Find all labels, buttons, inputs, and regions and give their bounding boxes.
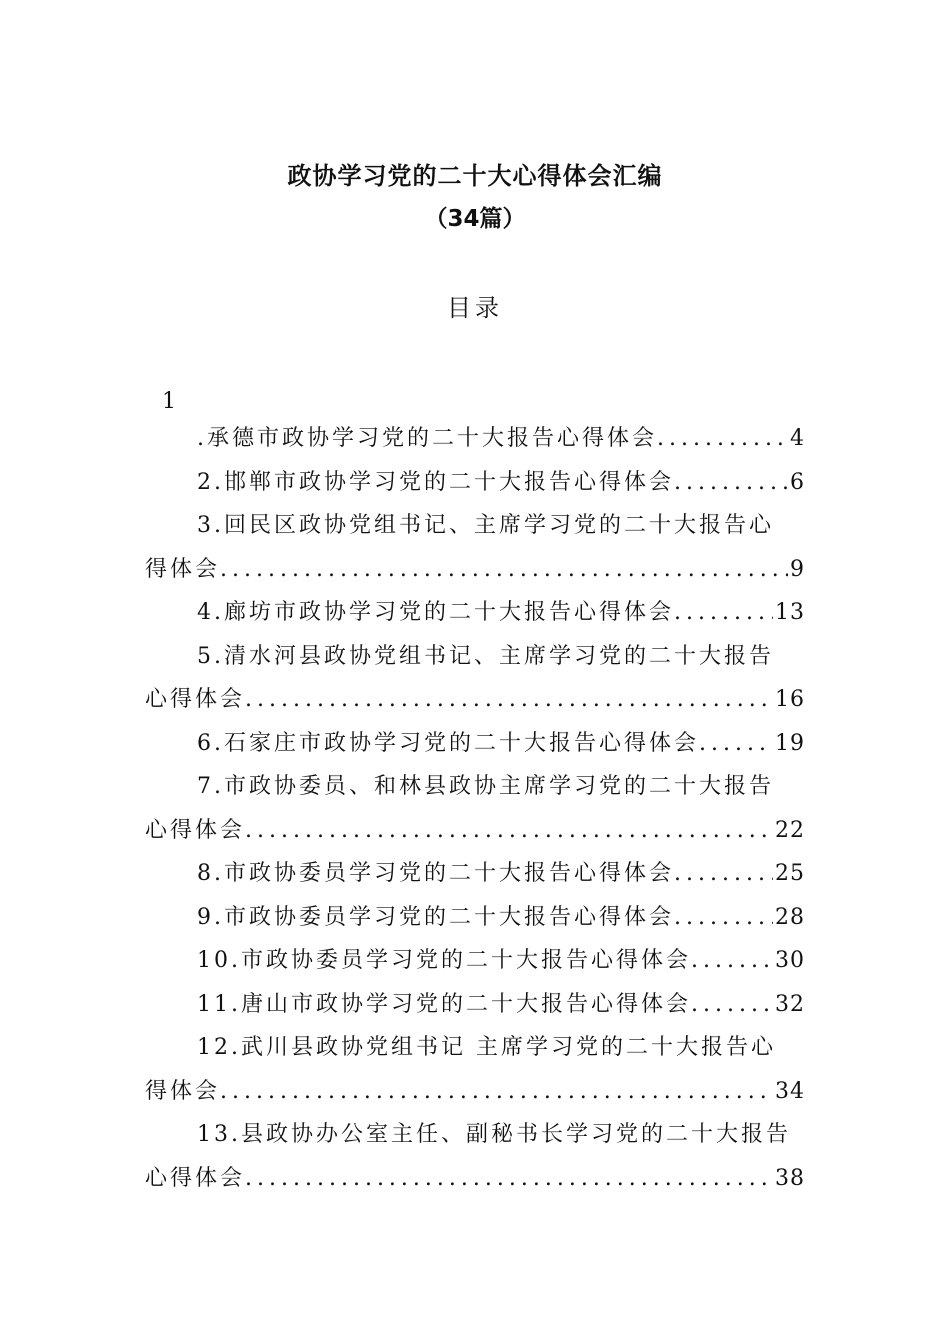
toc-entry[interactable]: [145, 422, 805, 456]
dot-leader: [691, 944, 773, 978]
toc-entry-continuation[interactable]: [145, 814, 805, 848]
toc-entry[interactable]: [145, 901, 805, 935]
dot-leader: [245, 1162, 773, 1196]
toc-entry-title: 7.市政协委员、和林县政协主席学习党的二十大报告: [197, 774, 774, 799]
toc-entry-page: 38: [775, 1166, 805, 1191]
toc-entry-title: 13.县政协办公室主任、副秘书长学习党的二十大报告: [197, 1122, 791, 1147]
dot-leader: [674, 466, 788, 500]
toc-entry-title: 4.廊坊市政协学习党的二十大报告心得体会: [197, 600, 674, 625]
toc-entry[interactable]: [145, 596, 805, 630]
toc-entry-page: 32: [775, 992, 805, 1017]
toc-entry-title-cont: 心得体会: [145, 687, 246, 712]
toc-entry-page: 9: [790, 557, 805, 582]
toc-entry[interactable]: [145, 988, 805, 1022]
document-subtitle: （34篇）: [424, 206, 526, 232]
dot-leader: [674, 901, 773, 935]
toc-entry-continuation[interactable]: [145, 553, 805, 587]
toc-entry[interactable]: [145, 857, 805, 891]
toc-entry-title: 2.邯郸市政协学习党的二十大报告心得体会: [197, 470, 674, 495]
toc-entry-title-cont: 心得体会: [145, 1166, 246, 1191]
toc-entry-title: 9.市政协委员学习党的二十大报告心得体会: [197, 905, 674, 930]
toc-entry[interactable]: [145, 509, 805, 543]
dot-leader: [657, 422, 788, 456]
toc-heading: 目录: [447, 294, 503, 322]
toc-entry-page: 4: [790, 426, 805, 451]
dot-leader: [699, 727, 773, 761]
toc-entry-title-cont: 得体会: [145, 557, 221, 582]
toc-entry-continuation[interactable]: [145, 1075, 805, 1109]
toc-entry-title-cont: 心得体会: [145, 818, 246, 843]
toc-entry-title: 5.清水河县政协党组书记、主席学习党的二十大报告: [197, 644, 774, 669]
dot-leader: [691, 988, 773, 1022]
toc-entry-continuation[interactable]: [145, 1162, 805, 1196]
toc-entry[interactable]: [145, 770, 805, 804]
dot-leader: [674, 857, 773, 891]
dot-leader: [220, 1075, 773, 1109]
toc-entry-page: 6: [790, 470, 805, 495]
toc-entry-title-cont: 得体会: [145, 1079, 221, 1104]
toc-entry-page: 25: [775, 861, 805, 886]
toc-entry-title: 6.石家庄市政协学习党的二十大报告心得体会: [197, 731, 699, 756]
toc-entry-title: 10.市政协委员学习党的二十大报告心得体会: [197, 948, 691, 973]
dot-leader: [220, 553, 788, 587]
toc-entry[interactable]: [145, 944, 805, 978]
toc-entry-page: 16: [775, 687, 805, 712]
document-title: 政协学习党的二十大心得体会汇编: [287, 162, 663, 190]
toc-entry-continuation[interactable]: [145, 683, 805, 717]
dot-leader: [245, 814, 773, 848]
toc-entry-page: 13: [775, 600, 805, 625]
toc-entry[interactable]: [145, 727, 805, 761]
toc-entry[interactable]: [145, 1118, 805, 1152]
toc-entry[interactable]: [145, 466, 805, 500]
dot-leader: [674, 596, 773, 630]
toc-entry-page: 34: [775, 1079, 805, 1104]
toc-entry-page: 19: [775, 731, 805, 756]
toc-entry-title: 11.唐山市政协学习党的二十大报告心得体会: [197, 992, 691, 1017]
toc-entry[interactable]: [145, 640, 805, 674]
toc-lone-number: 1: [162, 389, 176, 414]
toc-entry-page: 22: [775, 818, 805, 843]
toc-entry-page: 30: [775, 948, 805, 973]
toc-entry-title: 3.回民区政协党组书记、主席学习党的二十大报告心: [197, 513, 774, 538]
toc-entry-page: 28: [775, 905, 805, 930]
toc-entry[interactable]: [145, 1031, 805, 1065]
toc-entry-title: .承德市政协学习党的二十大报告心得体会: [197, 426, 657, 451]
toc-entry-title: 12.武川县政协党组书记 主席学习党的二十大报告心: [197, 1035, 776, 1060]
dot-leader: [245, 683, 773, 717]
toc-entry-title: 8.市政协委员学习党的二十大报告心得体会: [197, 861, 674, 886]
